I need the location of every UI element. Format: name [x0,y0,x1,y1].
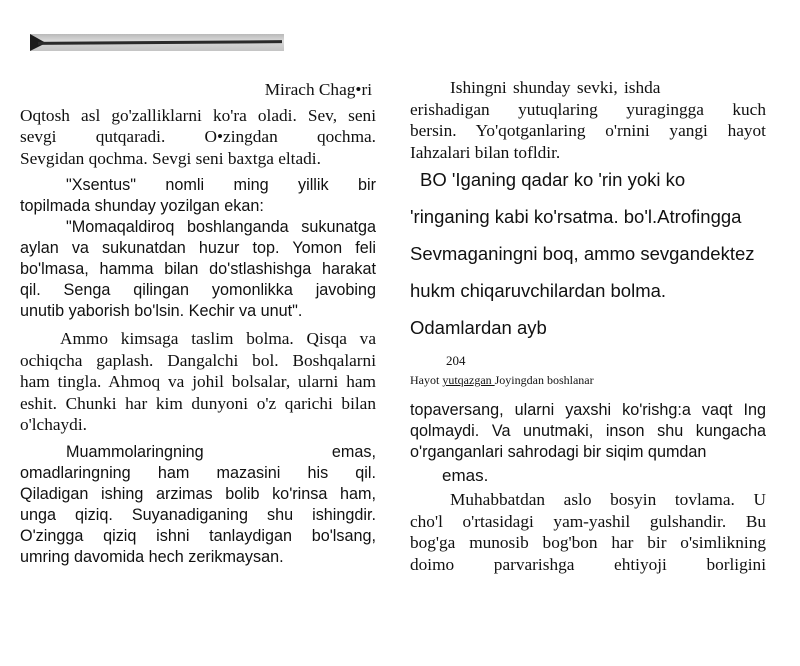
text-line: aylan va sukunatdan huzur top. Yomon feli [20,239,376,257]
text-line: bo'lmasa, hamma bilan do'stlashishga harakat [20,260,376,278]
text-line: eshit. Chunki har kim dunyoni o'z qarichi bilan [20,393,376,413]
text-line: omadlaringning ham mazasini his qil. [20,463,376,482]
text-line: cho'l o'rtasidagi yam-yashil gulshandir. Bu [410,511,766,531]
scan-artifact-stroke [38,40,282,45]
text-line: Iahzalari bilan tofldir. [410,142,561,162]
text-line: topaversang, ularni yaxshi ko'rishg:a vaqt Ing [410,401,766,419]
page-number: 204 [446,353,466,368]
text-line: "Momaqaldiroq boshlanganda sukunatga [66,218,376,236]
text-line: Odamlardan ayb [410,317,547,338]
text-line: doimo parvarishga ehtiyoji borligini [410,554,766,574]
right-paragraph-3 [410,489,766,575]
text-line: sevgi qutqaradi. O•zingdan qochma. [20,127,376,146]
left-paragraph-3 [20,328,376,436]
text-line: ochiqcha gaplash. Dangalchi bol. Boshqalarni [20,350,376,370]
right-paragraph-2 [410,400,766,489]
footer-text: Hayot [410,373,443,387]
text-line: Muhabbatdan aslo bosyin tovlama. U [450,490,766,509]
text-line: unutib yaborish bo'lsin. Kechir va unut". [20,302,303,320]
left-paragraph-1 [20,105,376,170]
text-line: bersin. Yo'qotganlaring o'rnini yangi hayot [410,121,766,140]
text-line: "Xsentus" nomli ming yillik bir [66,176,376,194]
footer-text: Joyingdan boshlanar [494,373,594,387]
text-line: topilmada shunday yozilgan ekan: [20,197,264,215]
text-line: ham tingla. Ahmoq va johil bolsalar, ularni ham [20,372,376,391]
text-line: o'lchaydi. [20,415,87,434]
text-line: Muammolaringning emas, [66,442,376,461]
text-line: Sevgidan qochma. Sevgi seni baxtga eltadi. [20,148,321,168]
text-line: umring davomida hech zerikmaysan. [20,547,284,566]
text-line: Oqtosh asl go'zalliklarni ko'ra oladi. Sev, seni [20,105,376,125]
scan-artifact-bar [30,34,284,51]
author-line: Mirach Chag•ri [264,80,372,99]
right-column [410,77,766,575]
text-line: erishadigan yutuqlaring yuragingga kuch [410,99,766,119]
text-line: Sevmaganingni boq, ammo sevgandektez [410,243,755,264]
text-line: BO 'Iganing qadar ko 'rin yoki ko [420,169,686,190]
left-column [20,79,376,568]
text-line: bog'ga munosib bog'bon har bir o'simlikning [410,533,766,552]
text-line: o'rganganlari sahrodagi bir siqim qumdan [410,443,707,461]
left-paragraph-4 [20,442,376,568]
text-line: 'ringaning kabi ko'rsatma. bo'l.Atrofingga [410,206,742,227]
text-line: hukm chiqaruvchilardan bolma. [410,280,667,301]
text-line: Ammo kimsaga taslim bolma. Qisqa va [60,329,376,348]
text-line: Ishingni shunday sevki, ishda [450,78,661,97]
text-line: unga qiziq. Suyanadiganing shu ishingdir. [20,505,376,524]
footer-underlined-text: yutqazgan [442,373,495,387]
text-line: O'zingga qiziq ishni tanlaydigan bo'lsang, [20,526,376,545]
right-paragraph-1 [410,77,766,163]
text-line: Qiladigan ishing arzimas bolib ko'rinsa ham, [20,484,376,503]
text-line: qolmaydi. Va unutmaki, inson shu kungacha [410,422,766,440]
running-footer [410,372,766,388]
right-large-block [410,161,766,346]
text-line: emas. [442,466,489,485]
left-paragraph-2 [20,175,376,322]
text-line: qil. Senga qilingan yomonlikka javobing [20,281,376,299]
